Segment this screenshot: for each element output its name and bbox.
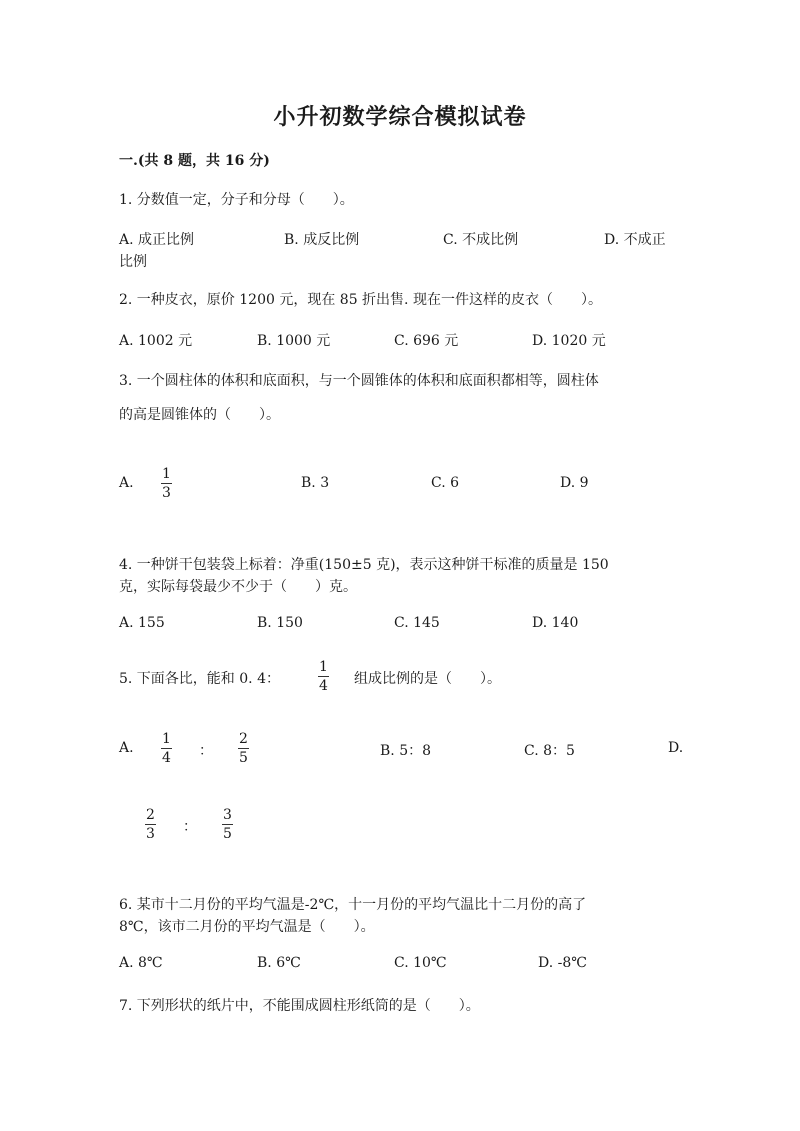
- denominator: 3: [162, 485, 171, 501]
- option-d: D. -8℃: [538, 955, 587, 971]
- option-b: B. 150: [257, 615, 303, 631]
- option-b: B. 1000 元: [257, 333, 331, 349]
- question-stem-line2: 克，实际每袋最少不少于（ ）克。: [119, 579, 357, 595]
- option-d-fraction-1: [145, 808, 156, 841]
- question-stem: 7. 下列形状的纸片中，不能围成圆柱形纸筒的是（ ）。: [119, 998, 480, 1014]
- numerator: 2: [239, 731, 248, 747]
- option-c: C. 不成比例: [443, 232, 519, 248]
- ratio-colon: ：: [199, 743, 213, 759]
- option-d: D. 1020 元: [532, 333, 606, 349]
- option-a-fraction-1: [161, 732, 172, 765]
- denominator: 5: [223, 826, 232, 842]
- numerator: 2: [146, 807, 155, 823]
- fraction-bar: [318, 676, 329, 677]
- option-a-label: A.: [119, 475, 134, 491]
- question-stem: 1. 分数值一定，分子和分母（ ）。: [119, 192, 354, 208]
- stem-fraction: [318, 660, 329, 693]
- option-c: C. 145: [394, 615, 440, 631]
- option-c: C. 8：5: [524, 743, 575, 759]
- ratio-colon: ：: [183, 819, 197, 835]
- question-stem-line1: 3. 一个圆柱体的体积和底面积，与一个圆锥体的体积和底面积都相等，圆柱体: [119, 373, 599, 389]
- numerator: 3: [223, 807, 232, 823]
- option-c: C. 10℃: [394, 955, 447, 971]
- option-a-fraction-2: [238, 732, 249, 765]
- numerator: 1: [162, 731, 171, 747]
- option-a: A. 1002 元: [119, 333, 193, 349]
- denominator: 4: [319, 678, 328, 694]
- option-c: C. 696 元: [394, 333, 459, 349]
- page-title: 小升初数学综合模拟试卷: [273, 104, 527, 130]
- fraction-bar: [161, 748, 172, 749]
- option-d-continued: 比例: [119, 254, 147, 270]
- fraction-bar: [161, 483, 172, 484]
- option-a: A. 成正比例: [119, 232, 195, 248]
- section-heading: 一.(共 8 题，共 16 分): [119, 153, 270, 169]
- question-stem-line1: 4. 一种饼干包装袋上标着：净重(150±5 克)，表示这种饼干标准的质量是 150: [119, 557, 609, 573]
- option-c: C. 6: [431, 475, 460, 491]
- option-d: D. 9: [560, 475, 589, 491]
- fraction-bar: [238, 748, 249, 749]
- option-a-label: A.: [119, 740, 134, 756]
- question-stem-line2: 的高是圆锥体的（ ）。: [119, 407, 280, 423]
- option-b: B. 6℃: [257, 955, 301, 971]
- question-stem-pre: 5. 下面各比，能和 0. 4：: [119, 671, 280, 687]
- fraction-bar: [145, 824, 156, 825]
- question-stem-line1: 6. 某市十二月份的平均气温是-2℃，十一月份的平均气温比十二月份的高了: [119, 897, 587, 913]
- question-stem-line2: 8℃，该市二月份的平均气温是（ ）。: [119, 919, 375, 935]
- option-a: A. 8℃: [119, 955, 163, 971]
- option-a-fraction: [161, 467, 172, 500]
- option-b: B. 成反比例: [284, 232, 360, 248]
- denominator: 3: [146, 826, 155, 842]
- option-a: A. 155: [119, 615, 165, 631]
- fraction-bar: [222, 824, 233, 825]
- numerator: 1: [319, 659, 328, 675]
- option-d: D. 不成正: [604, 232, 666, 248]
- option-d: D. 140: [532, 615, 579, 631]
- denominator: 4: [162, 750, 171, 766]
- option-b: B. 3: [301, 475, 330, 491]
- question-stem-post: 组成比例的是（ ）。: [354, 671, 501, 687]
- numerator: 1: [162, 466, 171, 482]
- denominator: 5: [239, 750, 248, 766]
- option-d-label: D.: [668, 740, 684, 756]
- question-stem: 2. 一种皮衣，原价 1200 元，现在 85 折出售. 现在一件这样的皮衣（ ）。: [119, 292, 602, 308]
- option-b: B. 5：8: [380, 743, 432, 759]
- option-d-fraction-2: [222, 808, 233, 841]
